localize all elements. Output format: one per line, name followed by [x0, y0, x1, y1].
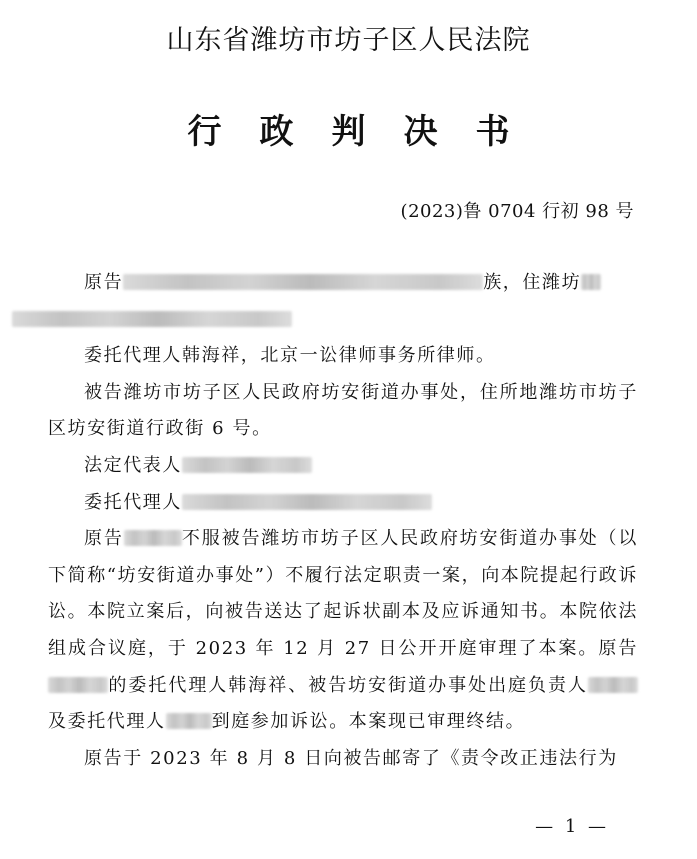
fact-paragraph: 原告于 2023 年 8 月 8 日向被告邮寄了《责令改正违法行为 — [84, 747, 618, 769]
case-paragraph — [48, 521, 638, 741]
plaintiff-paragraph — [48, 265, 638, 338]
agent-paragraph: 委托代理人韩海祥，北京一讼律师事务所律师。 — [84, 345, 496, 367]
case-text-5: 到庭参加诉讼。本案现已审理终结。 — [211, 711, 526, 733]
case-text-2: 不服被告潍坊市坊子区人民政府坊安街道办事处（以下简称“坊安街道办事处”）不履行法定职责一案，向本院提起行政诉讼。本院立案后，向被告送达了起诉状副本及应诉通知书。本院依法组成合议庭，于 2023 年 12 月 27 日公开开庭审理了本案。原告 — [48, 528, 639, 659]
case-text-3: 的委托代理人韩海祥、被告坊安街道办事处出庭负责人 — [108, 674, 588, 696]
agent2-label: 委托代理人 — [84, 491, 182, 513]
redaction-block — [182, 457, 312, 473]
document-body — [48, 265, 638, 777]
redaction-block — [123, 274, 483, 290]
redaction-block — [182, 494, 432, 510]
defendant-paragraph: 被告潍坊市坊子区人民政府坊安街道办事处，住所地潍坊市坊子区坊安街道行政街 6 号。 — [48, 381, 638, 440]
page-number: — 1 — — [535, 816, 609, 837]
redaction-block — [124, 530, 182, 546]
redaction-block — [166, 713, 212, 729]
case-text-4: 及委托代理人 — [48, 711, 166, 733]
legal-rep-label: 法定代表人 — [84, 454, 182, 476]
case-text-1: 原告 — [84, 528, 124, 550]
redaction-block — [12, 311, 292, 327]
case-number: (2023)鲁 0704 行初 98 号 — [400, 201, 634, 222]
legal-rep-paragraph — [48, 448, 638, 485]
plaintiff-text: 族，住潍坊 — [483, 272, 582, 293]
redaction-block — [48, 677, 108, 693]
court-name: 山东省潍坊市坊子区人民法院 — [166, 25, 531, 56]
redaction-block — [588, 677, 638, 693]
redaction-block — [581, 274, 601, 290]
agent2-paragraph — [48, 485, 638, 522]
plaintiff-label: 原告 — [84, 272, 124, 293]
document-title: 行政判决书 — [187, 112, 548, 152]
